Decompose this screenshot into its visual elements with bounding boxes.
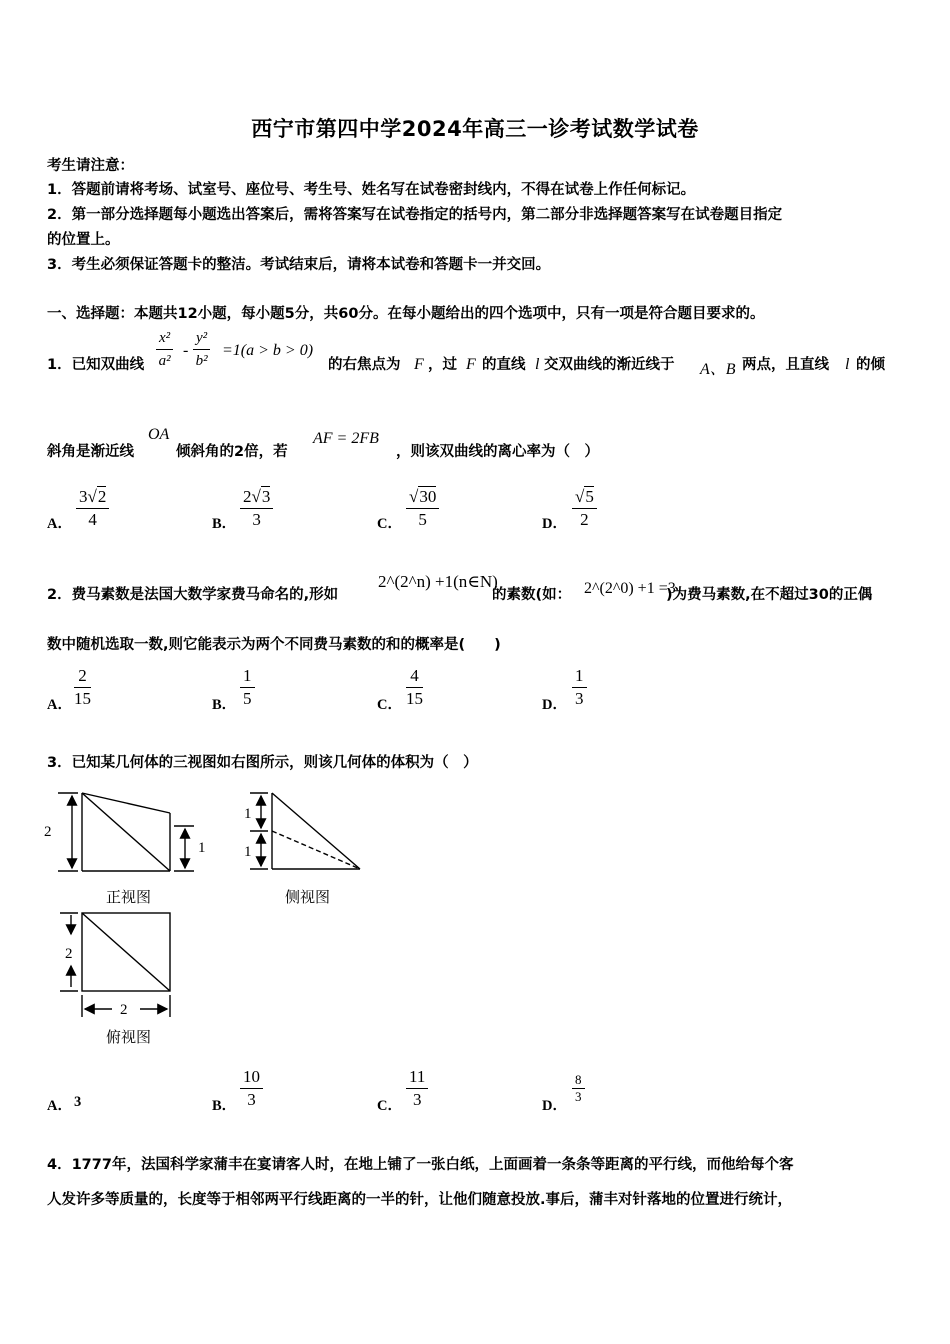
q1-AB: A、B — [700, 361, 736, 378]
q2-text-1: 的素数(如： — [492, 587, 572, 603]
q1-line2-c: ，则该双曲线的离心率为（ ） — [396, 444, 599, 460]
q2-option-a-label: A． — [47, 697, 72, 713]
q1-text-1: 的右焦点为 — [328, 357, 401, 373]
front-dim-right: 1 — [198, 840, 206, 856]
q1-prefix: 1．已知双曲线 — [47, 357, 145, 373]
q1-option-a-value: $\frac{3√2}{4}$ — [76, 486, 109, 531]
q3-text: 3．已知某几何体的三视图如右图所示，则该几何体的体积为（ ） — [47, 755, 478, 771]
q2-prefix: 2．费马素数是法国大数学家费马命名的,形如 — [47, 587, 339, 603]
side-view-label: 侧视图 — [285, 890, 331, 906]
q1-text-3: 的直线 — [482, 357, 526, 373]
q2-option-d-label: D． — [542, 697, 567, 713]
q1-minus: - — [183, 342, 189, 359]
q1-F: F — [414, 356, 424, 373]
front-view — [58, 793, 194, 871]
notice-item-2: 2．第一部分选择题每小题选出答案后，需将答案写在试卷指定的括号内，第二部分非选择题答案写在试卷题目指定 — [47, 207, 783, 223]
q1-F-2: F — [466, 356, 476, 373]
q2-option-d-value: $\frac{1}{3}$ — [572, 665, 587, 710]
q2-option-a-value: $\frac{2}{15}$ — [74, 666, 91, 708]
notice-item-1: 1．答题前请将考场、试室号、座位号、考生号、姓名写在试卷密封线内，不得在试卷上作任何标记。 — [47, 182, 696, 198]
q2-expression: 2^(2^n) +1(n∈N) — [378, 572, 498, 591]
q2-text-2: )为费马素数,在不超过30的正偶 — [666, 587, 873, 603]
q3-option-b-label: B． — [212, 1098, 237, 1114]
top-view-label: 俯视图 — [106, 1030, 152, 1046]
front-view-label: 正视图 — [106, 890, 152, 906]
notice-heading: 考生请注意： — [47, 158, 134, 174]
q1-line2-a: 斜角是渐近线 — [47, 444, 134, 460]
q3-option-d-value: $\frac{8}{3}$ — [572, 1072, 585, 1105]
q1-condition: =1(a > b > 0) — [222, 342, 314, 359]
q1-option-d-value: $\frac{√5}{2}$ — [572, 486, 597, 531]
q1-text-6: 的倾 — [856, 357, 885, 373]
section-heading: 一、选择题：本题共12小题，每小题5分，共60分。在每小题给出的四个选项中，只有一项是符合题目要求的。 — [47, 306, 765, 322]
q1-text-2: ，过 — [428, 357, 457, 373]
q1-text-5: 两点，且直线 — [742, 357, 829, 373]
q2-example: 2^(2^0) +1 =3 — [584, 580, 676, 597]
side-dim-bottom: 1 — [244, 844, 252, 860]
notice-item-3: 3．考生必须保证答题卡的整洁。考试结束后，请将本试卷和答题卡一并交回。 — [47, 257, 551, 273]
q3-option-d-label: D． — [542, 1098, 567, 1114]
q1-OA: OA — [148, 426, 170, 443]
q2-option-b-label: B． — [212, 697, 237, 713]
notice-item-2-cont: 的位置上。 — [47, 232, 120, 248]
q2-option-b-value: $\frac{1}{5}$ — [240, 665, 255, 710]
q3-option-c-value: $\frac{11}{3}$ — [406, 1066, 428, 1111]
q2-option-c-value: $\frac{4}{15}$ — [406, 666, 423, 708]
q1-option-c-value: $\frac{√30}{5}$ — [406, 486, 439, 531]
q1-option-d-label: D． — [542, 516, 567, 532]
q1-equation: AF = 2FB — [313, 430, 379, 447]
q1-option-b-label: B． — [212, 516, 237, 532]
q1-line2-b: 倾斜角的2倍，若 — [176, 444, 288, 460]
front-dim-left: 2 — [44, 824, 52, 840]
q1-option-c-label: C． — [377, 516, 402, 532]
q1-frac-x: $\frac{\text{x²}}{\text{a²}}$ — [156, 327, 173, 372]
q1-option-b-value: $\frac{2√3}{3}$ — [240, 486, 273, 531]
page-title: 西宁市第四中学2024年高三一诊考试数学试卷 — [251, 117, 699, 141]
top-dim-bottom: 2 — [120, 1002, 128, 1018]
top-view — [60, 913, 170, 1017]
q3-option-c-label: C． — [377, 1098, 402, 1114]
side-view — [250, 793, 360, 869]
q3-option-a-label: A． — [47, 1098, 72, 1114]
q1-frac-y: $\frac{\text{y²}}{\text{b²}}$ — [193, 327, 210, 372]
top-dim-left: 2 — [65, 946, 73, 962]
q3-option-b-value: $\frac{10}{3}$ — [240, 1066, 263, 1111]
q1-l-2: l — [845, 356, 850, 373]
three-view-figure — [40, 785, 380, 1050]
side-dim-top: 1 — [244, 806, 252, 822]
q1-option-a-label: A． — [47, 516, 72, 532]
q2-line2: 数中随机选取一数,则它能表示为两个不同费马素数的和的概率是( ) — [47, 637, 501, 653]
q4-line2: 人发许多等质量的，长度等于相邻两平行线距离的一半的针，让他们随意投放.事后，蒲丰对针落地的位置进行统计， — [47, 1192, 793, 1208]
q3-option-a-value: 3 — [74, 1094, 82, 1110]
q4-line1: 4．1777年，法国科学家蒲丰在宴请客人时，在地上铺了一张白纸，上面画着一条条等距离的平行线，而他给每个客 — [47, 1157, 794, 1173]
q1-l: l — [535, 356, 540, 373]
q2-option-c-label: C． — [377, 697, 402, 713]
q1-text-4: 交双曲线的渐近线于 — [544, 357, 675, 373]
